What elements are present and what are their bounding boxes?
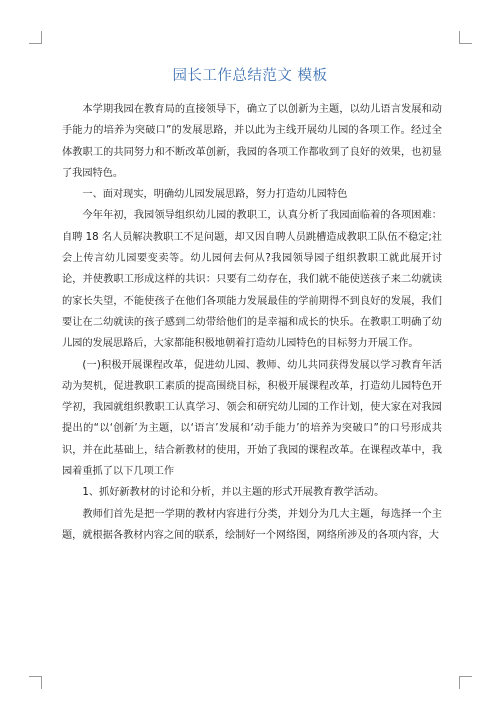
crop-mark-bottom-right — [459, 676, 472, 689]
crop-mark-top-left — [29, 31, 42, 44]
document-body — [62, 99, 442, 546]
body-paragraph: (一)积极开展课程改革，促进幼儿园、教师、幼儿共同获得发展以学习教育年活动为契机，促进教职工素质的提高围绕目标，积极开展课程改革，打造幼儿园特色开学初，我园就组织教职工认真学习、领会和研究幼儿园的工作计划，使大家在对我园提出的“以‘创新’为主题，以‘语言’发展和‘动手能力’的培养为突破口”的口号形成共识，并在此基础上，结合新教材的使用，开始了我园的课程改革。在课程改革中，我园着重抓了以下几项工作 — [62, 359, 442, 478]
document-title: 园长工作总结范文 模板 — [172, 68, 328, 84]
body-paragraph: 教师们首先是把一学期的教材内容进行分类，并划分为几大主题，每选择一个主题，就根据各教材内容之间的联系，绘制好一个网络图，网络所涉及的各项内容，大 — [62, 508, 442, 541]
body-paragraph: 今年年初，我园领导组织幼儿园的教职工，认真分析了我园面临着的各项困难：自聘 18 名人员解决教职工不足问题，却又因自聘人员跳槽造成教职工队伍不稳定;社会上传言幼儿园要变卖等。幼儿园何去何从?我园领导园子组织教职工就此展开讨论，并使教职工形成这样的共识：只要有二幼存在，我们就不能使送孩子来二幼就读的家长失望，不能使孩子在他们各项能力发展最佳的学前期得不到良好的发展，我们要让在二幼就读的孩子感到二幼带给他们的是幸福和成长的快乐。在教职工明确了幼儿园的发展思路后，大家都能积极地朝着打造幼儿园特色的目标努力开展工作。 — [62, 210, 442, 350]
list-item-heading: 1、抓好新教材的讨论和分析，并以主题的形式开展教育教学活动。 — [82, 487, 385, 499]
intro-paragraph: 本学期我园在教育局的直接领导下，确立了以创新为主题，以幼儿语言发展和动手能力的培养为突破口”的发展思路，并以此为主线开展幼儿园的各项工作。经过全体教职工的共同努力和不断改革创新，我园的各项工作都收到了良好的效果，也初显了我园特色。 — [62, 104, 442, 179]
section-heading: 一、面对现实，明确幼儿园发展思路，努力打造幼儿园特色 — [82, 189, 348, 201]
crop-mark-bottom-left — [29, 676, 42, 689]
crop-mark-top-right — [459, 31, 472, 44]
